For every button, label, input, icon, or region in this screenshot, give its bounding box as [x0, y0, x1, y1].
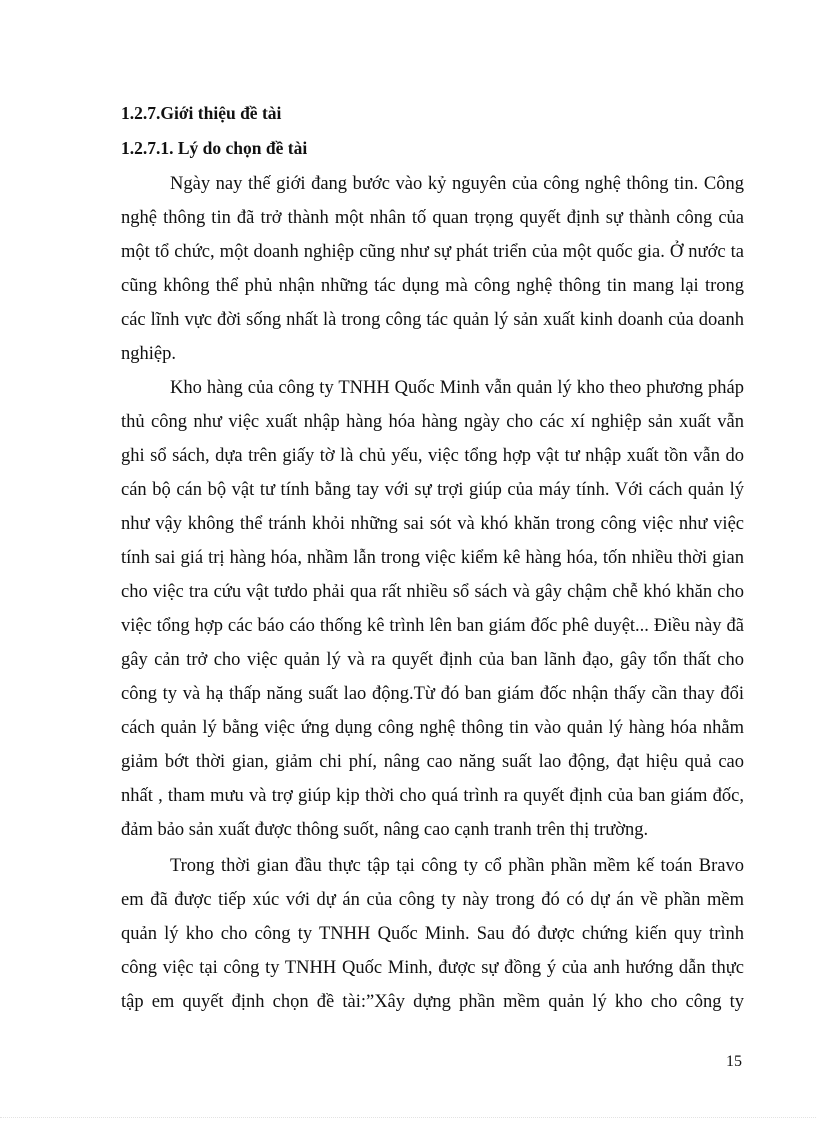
text-line: nghệ thông tin đã trở thành một nhân tố quan trọng quyết định sự thành công của: [121, 208, 744, 228]
text-line: cán bộ cán bộ vật tư tính bằng tay với sự trợi giúp của máy tính. Với cách quản lý: [121, 480, 744, 500]
text-line: tính sai giá trị hàng hóa, nhầm lẫn trong việc kiểm kê hàng hóa, tốn nhiều thời gian: [121, 548, 744, 568]
text-line: Trong thời gian đầu thực tập tại công ty cổ phần phần mềm kế toán Bravo: [170, 856, 744, 876]
text-line: Ngày nay thế giới đang bước vào kỷ nguyên của công nghệ thông tin. Công: [170, 174, 744, 194]
text-line: như vậy không thể tránh khỏi những sai sót và khó khăn trong công việc như việc: [121, 514, 744, 534]
text-line: một tổ chức, một doanh nghiệp cũng như sự phát triển của một quốc gia. Ở nước ta: [121, 242, 744, 262]
text-line: việc tổng hợp các báo cáo thống kê trình lên ban giám đốc phê duyệt... Điều này đã: [121, 616, 744, 636]
text-line: công việc tại công ty TNHH Quốc Minh, được sự đồng ý của anh hướng dẫn thực: [121, 958, 744, 978]
text-line: cho việc tra cứu vật tưdo phải qua rất nhiều sổ sách và gây chậm chễ khó khăn cho: [121, 582, 744, 602]
text-line: quản lý kho cho công ty TNHH Quốc Minh. Sau đó được chứng kiến quy trình: [121, 924, 744, 944]
section-heading: 1.2.7.Giới thiệu đề tài: [121, 103, 282, 123]
text-line: công ty và hạ thấp năng suất lao động.Từ đó ban giám đốc nhận thấy cần thay đổi: [121, 684, 744, 704]
text-line: ghi sổ sách, dựa trên giấy tờ là chủ yếu, việc tổng hợp vật tư nhập xuất tồn vẫn do: [121, 446, 744, 466]
text-line: nghiệp.: [121, 344, 176, 364]
text-line: nhất , tham mưu và trợ giúp kịp thời cho quá trình ra quyết định của ban giám đốc,: [121, 786, 744, 806]
text-line: em đã được tiếp xúc với dự án của công ty này trong đó có dự án về phần mềm: [121, 890, 744, 910]
page-number: 15: [726, 1053, 742, 1070]
subsection-heading: 1.2.7.1. Lý do chọn đề tài: [121, 138, 308, 158]
text-line: gây cản trở cho việc quản lý và ra quyết định của ban lãnh đạo, gây tổn thất cho: [121, 650, 744, 670]
page-bottom-divider: [0, 1117, 816, 1118]
text-line: thủ công như việc xuất nhập hàng hóa hàng ngày cho các xí nghiệp sản xuất vẫn: [121, 412, 744, 432]
text-line: Kho hàng của công ty TNHH Quốc Minh vẫn quản lý kho theo phương pháp: [170, 378, 744, 398]
text-line: cũng không thể phủ nhận những tác dụng mà công nghệ thông tin mang lại trong: [121, 276, 744, 296]
text-line: cách quản lý bằng việc ứng dụng công nghệ thông tin vào quản lý hàng hóa nhằm: [121, 718, 744, 738]
text-line: đảm bảo sản xuất được thông suốt, nâng cao cạnh tranh trên thị trường.: [121, 820, 649, 840]
text-line: các lĩnh vực đời sống nhất là trong công tác quản lý sản xuất kinh doanh của doanh: [121, 310, 744, 330]
text-line: giảm bớt thời gian, giảm chi phí, nâng cao năng suất lao động, đạt hiệu quả cao: [121, 752, 744, 772]
text-line: tập em quyết định chọn đề tài:”Xây dựng phần mềm quản lý kho cho công ty: [121, 992, 744, 1012]
